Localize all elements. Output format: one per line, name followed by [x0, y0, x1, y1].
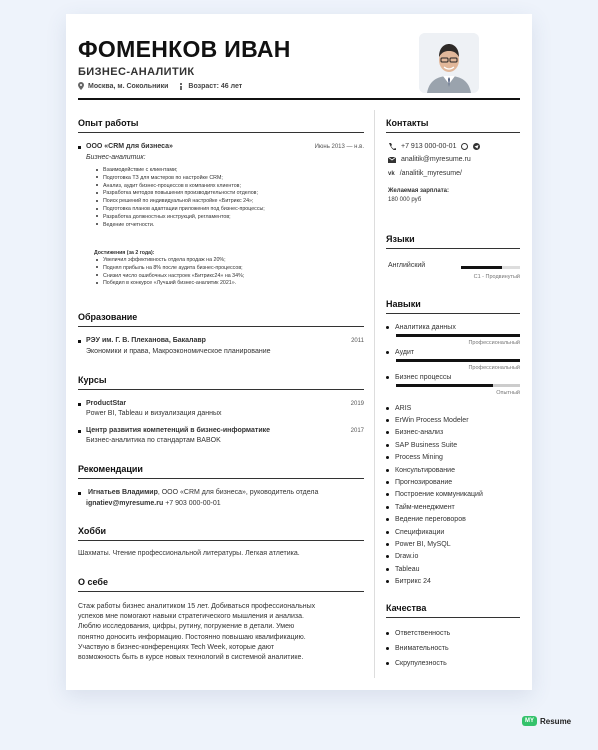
section-title-recommendations: Рекомендации	[78, 464, 143, 474]
skill-rated: Бизнес процессы	[386, 374, 451, 381]
list-item: Взаимодействие с клиентами;	[96, 167, 265, 175]
section-title-education: Образование	[78, 312, 138, 322]
course-year: 2019	[350, 401, 364, 407]
list-item: Бизнес-анализ	[386, 427, 483, 439]
list-item: Ведение отчетности.	[96, 222, 265, 230]
salary-label: Желаемая зарплата:	[388, 188, 449, 194]
info-icon	[178, 83, 184, 90]
vk-icon: vk	[388, 170, 395, 177]
job-company: ООО «CRM для бизнеса»	[86, 143, 173, 150]
achievements-list	[96, 257, 244, 288]
list-item: Поиск решений по индивидуальной настройке «Битрикс 24»;	[96, 198, 265, 206]
list-item: Битрикс 24	[386, 575, 483, 587]
language-name: Английский	[388, 262, 426, 269]
skill-level-fill	[396, 334, 520, 337]
bullet	[78, 430, 81, 433]
age-text: Возраст: 46 лет	[188, 82, 243, 90]
list-item: Разработка методов повышения производительности отделов;	[96, 190, 265, 198]
section-line	[78, 389, 364, 390]
list-item: Ответственность	[386, 626, 450, 641]
section-line	[78, 540, 364, 541]
recommendation-line: Игнатьев Владимир, ООО «CRM для бизнеса», руководитель отдела	[88, 489, 319, 496]
course-title: ProductStar	[86, 400, 127, 407]
skill-level: Опытный	[496, 390, 520, 396]
location-text: Москва, м. Сокольники	[88, 82, 169, 90]
avatar	[419, 33, 479, 93]
recommendation-contact: ignatiev@myresume.ru +7 903 000-00-01	[86, 500, 221, 507]
section-title-contacts: Контакты	[386, 118, 429, 128]
candidate-name: ФОМЕНКОВ ИВАН	[78, 36, 291, 62]
list-item: Подготовка планов адаптации приложения под бизнес-процессы;	[96, 206, 265, 214]
section-line	[78, 478, 364, 479]
section-title-about: О себе	[78, 577, 108, 587]
list-item: Прогнозирование	[386, 476, 483, 488]
contact-vk[interactable]: vk /analitik_myresume/	[388, 170, 462, 177]
section-title-skills: Навыки	[386, 299, 421, 309]
section-title-courses: Курсы	[78, 375, 107, 385]
section-line	[78, 132, 364, 133]
section-line	[78, 326, 364, 327]
resume-page	[66, 14, 532, 690]
list-item: SAP Business Suite	[386, 439, 483, 451]
location-pin-icon	[78, 82, 84, 90]
education-desc: Экономики и права, Макроэкономическое планирование	[86, 348, 271, 355]
column-divider	[374, 110, 375, 678]
contact-email[interactable]: analitik@myresume.ru	[388, 156, 471, 163]
bullet	[78, 340, 81, 343]
list-item: Draw.io	[386, 551, 483, 563]
list-item: Тайм-менеджмент	[386, 501, 483, 513]
hobby-text: Шахматы. Чтение профессиональной литературы. Легкая атлетика.	[78, 550, 300, 557]
list-item: Увеличил эффективность отдела продаж на 20%;	[96, 257, 244, 265]
skill-level: Профессиональный	[468, 340, 520, 346]
skill-level-fill	[396, 359, 520, 362]
course-desc: Power BI, Tableau и визуализация данных	[86, 410, 222, 417]
job-period: Июнь 2013 — н.в.	[314, 144, 364, 150]
section-line	[386, 248, 520, 249]
language-level-bar	[461, 266, 520, 269]
section-title-languages: Языки	[386, 234, 415, 244]
skill-level-bar	[396, 334, 520, 337]
language-level-fill	[461, 266, 502, 269]
bullet	[78, 403, 81, 406]
skill-level-fill	[396, 384, 493, 387]
skill-level-bar	[396, 384, 520, 387]
telegram-icon	[473, 143, 480, 150]
section-line	[386, 132, 520, 133]
skill-level-bar	[396, 359, 520, 362]
course-desc: Бизнес-аналитика по стандартам BABOK	[86, 437, 221, 444]
list-item: Победил в конкурсе «Лучший бизнес-аналитик 2021».	[96, 280, 244, 288]
section-title-hobby: Хобби	[78, 526, 107, 536]
header-divider	[78, 98, 520, 100]
job-position: Бизнес-аналитик:	[86, 154, 146, 161]
bullet	[78, 492, 81, 495]
salary-value: 180 000 руб	[388, 197, 422, 203]
achievements-title: Достижения (за 2 года):	[94, 250, 155, 256]
qualities-list	[386, 626, 450, 671]
list-item: Поднял прибыль на 8% после аудита бизнес-процессов;	[96, 265, 244, 273]
list-item: Внимательность	[386, 641, 450, 656]
list-item: Спецификации	[386, 526, 483, 538]
candidate-role: БИЗНЕС-АНАЛИТИК	[78, 66, 195, 78]
section-line	[386, 313, 520, 314]
job-tasks-list	[96, 167, 265, 229]
list-item: Анализ, аудит бизнес-процессов в компаниях клиентов;	[96, 183, 265, 191]
education-year: 2011	[351, 338, 364, 344]
about-text: Стаж работы бизнес аналитиком 15 лет. Добиваться профессиональных успехов мне помогают навыки стратегического мышления и анализа. Люблю исследования, цифры, рутину, погружение в детали. Умею понятно доносить информацию. Постоянно повышаю квалификацию. Участвую в бизнес-конференциях Tech Week, которые дают возможность быть в курсе новых технологий в системной аналитике.	[78, 603, 316, 662]
course-title: Центр развития компетенций в бизнес-информатике	[86, 427, 271, 434]
bullet	[78, 146, 81, 149]
skill-rated: Аудит	[386, 349, 414, 356]
list-item: Process Mining	[386, 452, 483, 464]
list-item: Скрупулезность	[386, 656, 450, 671]
list-item: Построение коммуникаций	[386, 489, 483, 501]
skills-list	[386, 402, 483, 588]
language-level: C1 - Продвинутый	[473, 274, 520, 280]
list-item: ARIS	[386, 402, 483, 414]
location-line	[78, 82, 242, 90]
whatsapp-icon	[461, 143, 468, 150]
contact-phone[interactable]: +7 913 000-00-01	[388, 142, 480, 150]
list-item: Tableau	[386, 563, 483, 575]
list-item: Разработка должностных инструкций, регламентов;	[96, 214, 265, 222]
section-line	[386, 617, 520, 618]
list-item: Снизил число ошибочных настроек «Битрикс24» на 34%;	[96, 273, 244, 281]
phone-icon	[388, 142, 396, 150]
section-title-experience: Опыт работы	[78, 118, 139, 128]
list-item: Подготовка ТЗ для мастеров по настройке CRM;	[96, 175, 265, 183]
education-title: РЭУ им. Г. В. Плеханова, Бакалавр	[86, 337, 206, 344]
section-line	[78, 591, 364, 592]
course-year: 2017	[350, 428, 364, 434]
list-item: Power BI, MySQL	[386, 538, 483, 550]
list-item: Консультирование	[386, 464, 483, 476]
skill-rated: Аналитика данных	[386, 324, 456, 331]
myresume-logo: MY Resume	[522, 716, 571, 726]
list-item: ErWin Process Modeler	[386, 414, 483, 426]
list-item: Ведение переговоров	[386, 514, 483, 526]
mail-icon	[388, 157, 396, 163]
section-title-qualities: Качества	[386, 603, 427, 613]
skill-level: Профессиональный	[468, 365, 520, 371]
